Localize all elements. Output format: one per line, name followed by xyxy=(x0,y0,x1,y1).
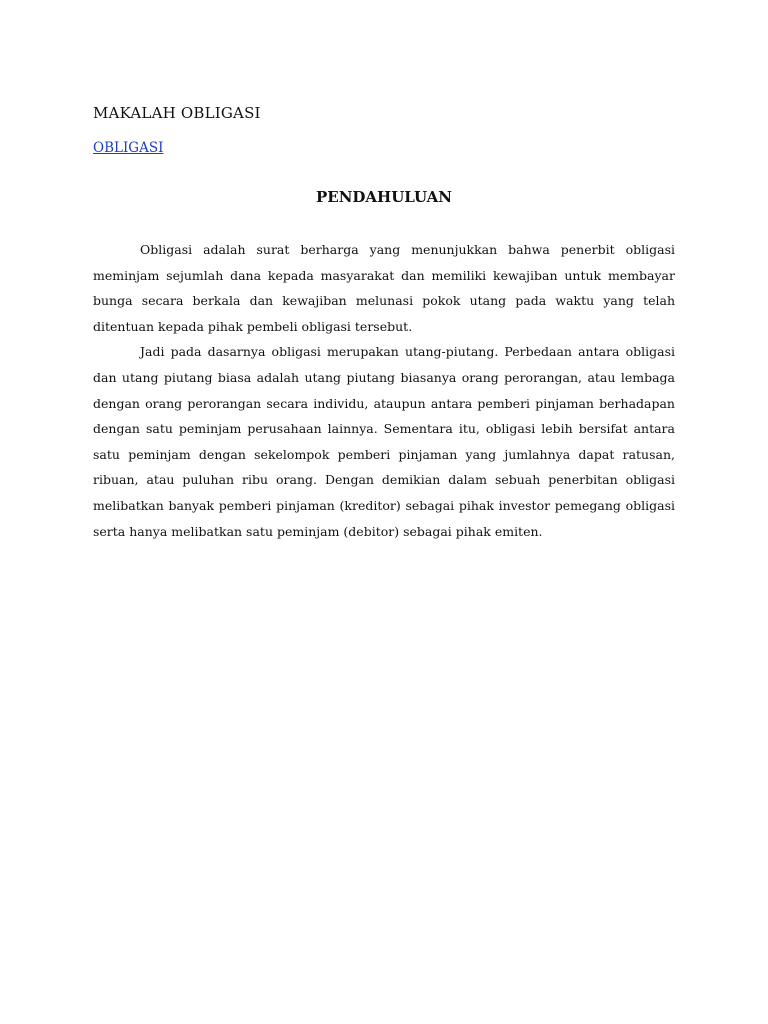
paragraph-1: Obligasi adalah surat berharga yang menunjukkan bahwa penerbit obligasi meminjam sejumlah dana kepada masyarakat dan memiliki kewajiban untuk membayar bunga secara berkala dan kewajiban melunasi pokok utang pada waktu yang telah ditentuan kepada pihak pembeli obligasi tersebut. xyxy=(93,242,675,334)
paragraph-2: Jadi pada dasarnya obligasi merupakan utang-piutang. Perbedaan antara obligasi dan utang piutang biasa adalah utang piutang biasanya orang perorangan, atau lembaga dengan orang perorangan secara individu, ataupun antara pemberi pinjaman berhadapan dengan satu peminjam perusahaan lainnya. Sementara itu, obligasi lebih bersifat antara satu peminjam dengan sekelompok pemberi pinjaman yang jumlahnya dapat ratusan, ribuan, atau puluhan ribu orang. Dengan demikian dalam sebuah penerbitan obligasi melibatkan banyak pemberi pinjaman (kreditor) sebagai pihak investor pemegang obligasi serta hanya melibatkan satu peminjam (debitor) sebagai pihak emiten. xyxy=(93,344,675,539)
section-heading: PENDAHULUAN xyxy=(315,188,453,206)
obligasi-link[interactable]: OBLIGASI xyxy=(93,140,164,156)
document-title: MAKALAH OBLIGASI xyxy=(93,104,261,122)
body-text xyxy=(93,237,675,544)
